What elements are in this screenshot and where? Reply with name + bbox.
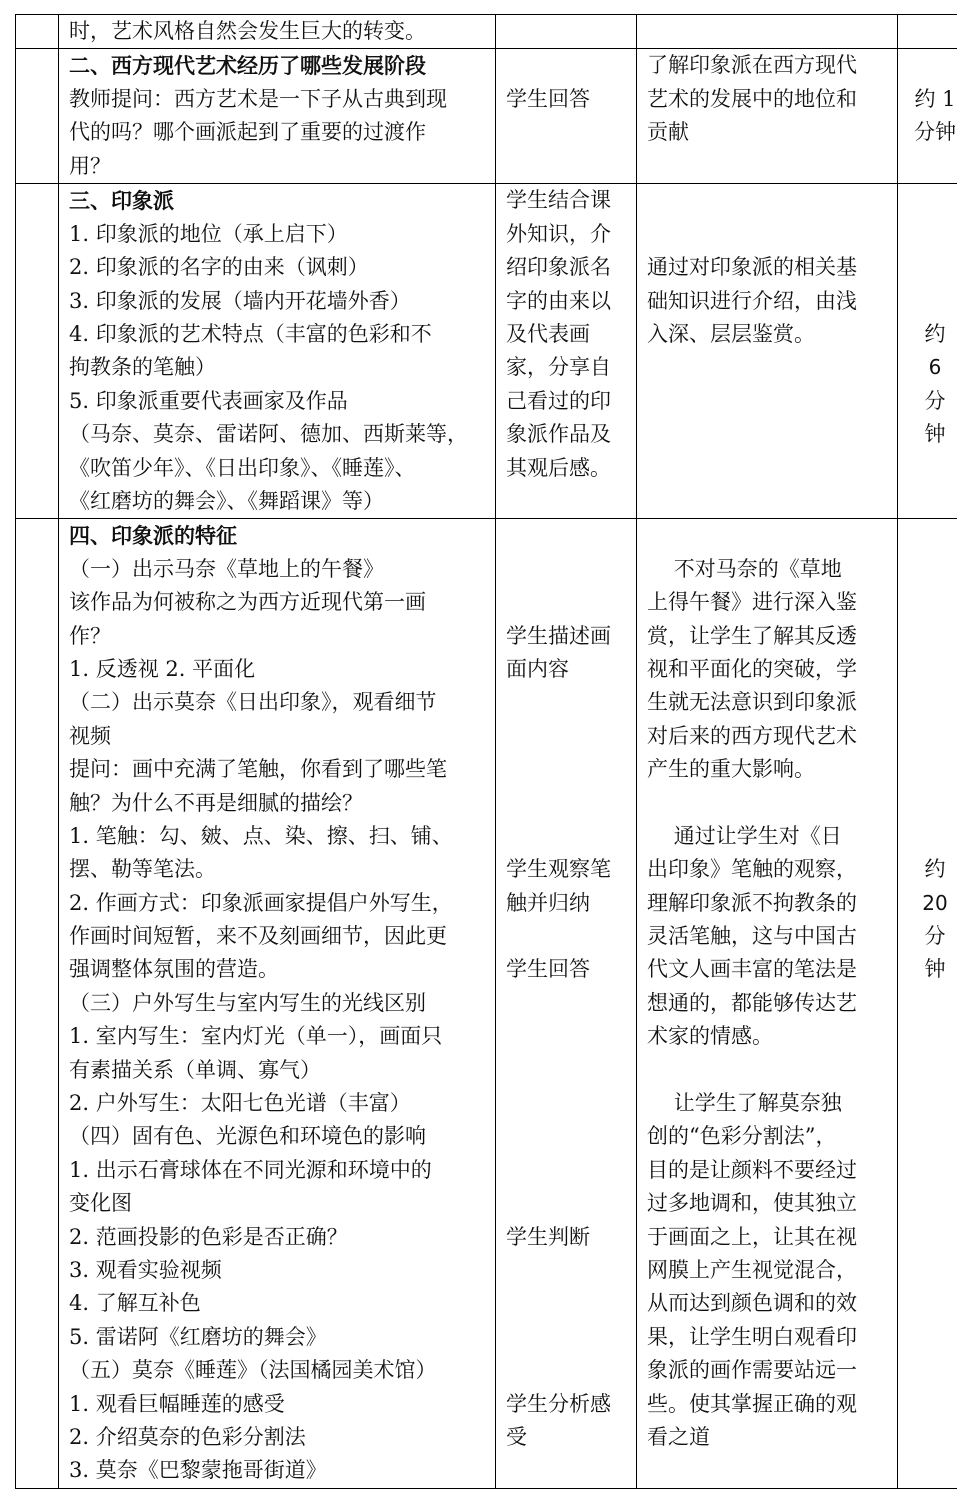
- content-line: 1. 出示石膏球体在不同光源和环境中的: [69, 1157, 432, 1182]
- purpose-cell: [637, 519, 898, 1488]
- student-line: 外知识，介: [506, 221, 611, 246]
- purpose-line: 通过让学生对《日: [647, 823, 842, 848]
- content-line: 用？: [69, 153, 111, 178]
- content-line: 3. 莫奈《巴黎蒙拖哥街道》: [69, 1458, 327, 1483]
- student-line: 字的由来以: [506, 288, 611, 313]
- content-line: 1. 印象派的地位（承上启下）: [69, 221, 348, 246]
- content-line: 教师提问：西方艺术是一下子从古典到现: [69, 86, 447, 111]
- table-row: [16, 519, 957, 1488]
- time-line: 20: [922, 890, 948, 915]
- content-line: 2. 作画方式：印象派画家提倡户外写生，: [69, 890, 453, 915]
- content-line: 作画时间短暂，来不及刻画细节，因此更: [69, 924, 447, 949]
- purpose-cell: [637, 184, 898, 519]
- content-line: 2. 介绍莫奈的色彩分割法: [69, 1424, 306, 1449]
- content-line: （五）莫奈《睡莲》（法国橘园美术馆）: [69, 1358, 437, 1383]
- student-line: 及代表画: [506, 321, 590, 346]
- content-line: 3. 观看实验视频: [69, 1257, 222, 1282]
- purpose-line: 创的“色彩分割法”，: [647, 1124, 837, 1149]
- purpose-line: 赏，让学生了解其反透: [647, 623, 857, 648]
- student-line: 面内容: [506, 656, 569, 681]
- content-line: 4. 了解互补色: [69, 1291, 201, 1316]
- lesson-plan-table: [15, 14, 957, 1489]
- content-line: 摆、勒等笔法。: [69, 857, 216, 882]
- student-cell: [496, 519, 637, 1488]
- table-row: [16, 15, 957, 49]
- content-line: 1. 观看巨幅睡莲的感受: [69, 1391, 285, 1416]
- section-title: 四、印象派的特征: [69, 523, 237, 549]
- student-line: 学生观察笔: [506, 857, 611, 882]
- content-line: 强调整体氛围的营造。: [69, 957, 279, 982]
- content-line: 3. 印象派的发展（墙内开花墙外香）: [69, 288, 411, 313]
- student-line: 学生描述画: [506, 623, 611, 648]
- table-row: [16, 49, 957, 184]
- blank-cell: [16, 519, 59, 1488]
- time-line: 6: [928, 355, 942, 380]
- content-line: 作？: [69, 623, 111, 648]
- student-line: 学生判断: [506, 1224, 590, 1249]
- section-title: 三、印象派: [69, 188, 174, 214]
- time-line: 钟: [924, 957, 946, 982]
- purpose-line: 对后来的西方现代艺术: [647, 723, 857, 748]
- purpose-line: 贡献: [647, 120, 689, 145]
- purpose-line: 了解印象派在西方现代: [647, 53, 857, 78]
- content-line: 代的吗？哪个画派起到了重要的过渡作: [69, 120, 426, 145]
- purpose-cell: [637, 15, 898, 49]
- purpose-line: 从而达到颜色调和的效: [647, 1291, 857, 1316]
- student-line: 学生分析感: [506, 1391, 611, 1416]
- purpose-line: 看之道: [647, 1424, 710, 1449]
- time-line: 分钟: [914, 120, 956, 145]
- purpose-line: 网膜上产生视觉混合，: [647, 1257, 857, 1282]
- section-title: 二、西方现代艺术经历了哪些发展阶段: [69, 53, 426, 79]
- content-line: 1. 室内写生：室内灯光（单一），画面只: [69, 1024, 443, 1049]
- purpose-line: 不对马奈的《草地: [647, 556, 842, 581]
- purpose-line: 出印象》笔触的观察，: [647, 857, 857, 882]
- content-line: 《吹笛少年》、《日出印象》、《睡莲》、: [69, 455, 416, 480]
- student-line: 象派作品及: [506, 422, 611, 447]
- student-cell: [496, 15, 637, 49]
- content-line: 1. 反透视 2. 平面化: [69, 656, 256, 681]
- blank-cell: [16, 184, 59, 519]
- purpose-line: 术家的情感。: [647, 1024, 773, 1049]
- student-cell: [496, 184, 637, 519]
- purpose-line: 象派的画作需要站远一: [647, 1358, 857, 1383]
- purpose-line: 果，让学生明白观看印: [647, 1324, 857, 1349]
- time-cell: [898, 15, 957, 49]
- time-cell: [898, 519, 957, 1488]
- content-line: （四）固有色、光源色和环境色的影响: [69, 1124, 426, 1149]
- purpose-line: 艺术的发展中的地位和: [647, 86, 857, 111]
- purpose-line: 上得午餐》进行深入鉴: [647, 590, 857, 615]
- student-line: 学生回答: [506, 957, 590, 982]
- purpose-line: 视和平面化的突破，学: [647, 656, 857, 681]
- time-cell: [898, 184, 957, 519]
- purpose-line: 产生的重大影响。: [647, 757, 815, 782]
- purpose-line: 础知识进行介绍，由浅: [647, 288, 857, 313]
- student-line: 学生回答: [506, 86, 590, 111]
- student-line: 触并归纳: [506, 890, 590, 915]
- content-line: 5. 雷诺阿《红磨坊的舞会》: [69, 1324, 327, 1349]
- content-line: 有素描关系（单调、寡气）: [69, 1057, 321, 1082]
- student-line: 受: [506, 1424, 527, 1449]
- content-line: （三）户外写生与室内写生的光线区别: [69, 990, 426, 1015]
- purpose-line: 想通的，都能够传达艺: [647, 990, 857, 1015]
- content-line: 5. 印象派重要代表画家及作品: [69, 388, 348, 413]
- purpose-line: 让学生了解莫奈独: [647, 1091, 842, 1116]
- student-line: 绍印象派名: [506, 255, 611, 280]
- time-line: 约 1: [914, 86, 956, 111]
- purpose-line: 目的是让颜料不要经过: [647, 1157, 857, 1182]
- content-cell: [59, 519, 496, 1488]
- content-line: （马奈、莫奈、雷诺阿、德加、西斯莱等，: [69, 422, 468, 447]
- student-line: 其观后感。: [506, 455, 611, 480]
- purpose-line: 入深、层层鉴赏。: [647, 321, 815, 346]
- student-cell: [496, 49, 637, 184]
- blank-cell: [16, 15, 59, 49]
- table-row: [16, 184, 957, 519]
- content-cell: [59, 184, 496, 519]
- content-line: 视频: [69, 723, 111, 748]
- purpose-line: 些。使其掌握正确的观: [647, 1391, 857, 1416]
- purpose-line: 代文人画丰富的笔法是: [647, 957, 857, 982]
- student-line: 学生结合课: [506, 188, 611, 213]
- time-line: 约: [924, 321, 946, 346]
- purpose-line: 理解印象派不拘教条的: [647, 890, 857, 915]
- content-line: （一）出示马奈《草地上的午餐》: [69, 556, 384, 581]
- purpose-line: 灵活笔触，这与中国古: [647, 924, 857, 949]
- content-line: 《红磨坊的舞会》、《舞蹈课》等）: [69, 488, 384, 513]
- time-line: 约: [924, 857, 946, 882]
- purpose-line: 生就无法意识到印象派: [647, 690, 857, 715]
- content-line: 提问：画中充满了笔触，你看到了哪些笔: [69, 757, 447, 782]
- content-line: （二）出示莫奈《日出印象》，观看细节: [69, 690, 437, 715]
- content-line: 2. 范画投影的色彩是否正确？: [69, 1224, 348, 1249]
- content-cell: [59, 49, 496, 184]
- content-line: 拘教条的笔触）: [69, 355, 216, 380]
- content-cell: [59, 15, 496, 49]
- content-line: 4. 印象派的艺术特点（丰富的色彩和不: [69, 321, 432, 346]
- time-line: 分: [924, 924, 946, 949]
- content-line: 时，艺术风格自然会发生巨大的转变。: [69, 19, 426, 43]
- time-cell: [898, 49, 957, 184]
- content-line: 变化图: [69, 1191, 132, 1216]
- time-line: 分: [924, 388, 946, 413]
- blank-cell: [16, 49, 59, 184]
- purpose-line: 于画面之上，让其在视: [647, 1224, 857, 1249]
- purpose-line: 通过对印象派的相关基: [647, 255, 857, 280]
- purpose-cell: [637, 49, 898, 184]
- time-line: 钟: [924, 422, 946, 447]
- content-line: 1. 笔触：勾、皴、点、染、擦、扫、铺、: [69, 823, 453, 848]
- content-line: 触？为什么不再是细腻的描绘？: [69, 790, 363, 815]
- purpose-line: 过多地调和，使其独立: [647, 1191, 857, 1216]
- content-line: 2. 户外写生：太阳七色光谱（丰富）: [69, 1091, 411, 1116]
- content-line: 2. 印象派的名字的由来（讽刺）: [69, 255, 369, 280]
- content-line: 该作品为何被称之为西方近现代第一画: [69, 590, 426, 615]
- student-line: 家，分享自: [506, 355, 611, 380]
- student-line: 己看过的印: [506, 388, 611, 413]
